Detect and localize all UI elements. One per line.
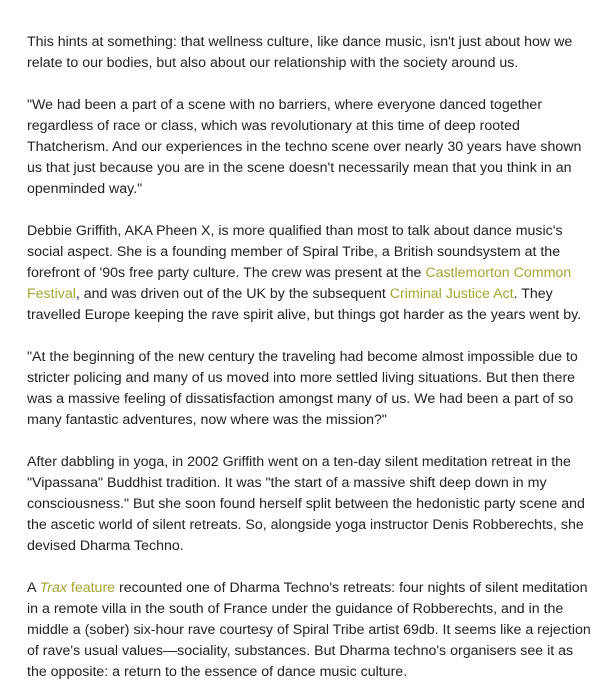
paragraph-trax-feature [27, 578, 595, 683]
link-feature-text[interactable]: feature [66, 580, 116, 596]
paragraph-debbie-griffith [27, 221, 595, 326]
quote-scene-no-barriers: "We had been a part of a scene with no barriers, where everyone danced together regardless of race or class, which was revolutionary at this time of deep rooted Thatcherism. And our experiences in the techno scene over nearly 30 years have shown us that just because you are in the scene doesn't necessarily mean that you think in an openminded way." [27, 97, 582, 197]
paragraph-text: , and was driven out of the UK by the subsequent [75, 286, 390, 302]
link-castlemorton-common-festival[interactable]: Castlemorton Common Festival [27, 265, 572, 302]
link-criminal-justice-act[interactable]: Criminal Justice Act [389, 286, 514, 302]
quote-new-century: "At the beginning of the new century the traveling had become almost impossible due to stricter policing and many of us moved into more settled living situations. But then there was a massive feeling of dissatisfaction amongst many of us. We had been a part of so many fantastic adventures, now where was the mission?" [27, 349, 578, 428]
paragraph-text: recounted one of Dharma Techno's retreats: four nights of silent meditation in a remote villa in the south of France under the guidance of Robberechts, and in the middle a (sober) six-hour rave courtesy of Spiral Tribe artist 69db. It seems like a rejection of rave's usual values—sociality, substances. But Dharma techno's organisers see it as the opposite: a return to the essence of dance music culture. [27, 580, 591, 680]
paragraph-wellness-culture: This hints at something: that wellness culture, like dance music, isn't just about how we relate to our bodies, but also about our relationship with the society around us. [27, 34, 573, 71]
link-trax-italic[interactable]: Trax [39, 580, 67, 596]
paragraph-text: Debbie Griffith, AKA Pheen X, is more qualified than most to talk about dance music's social aspect. She is a founding member of Spiral Tribe, a British soundsystem at the forefront of '90s free party culture. The crew was present at the [27, 223, 563, 281]
paragraph-text: . They travelled Europe keeping the rave spirit alive, but things got harder as the years went by. [27, 286, 582, 323]
paragraph-dharma-techno: After dabbling in yoga, in 2002 Griffith went on a ten-day silent meditation retreat in the "Vipassana" Buddhist tradition. It was "the start of a massive shift deep down in my consciousness." But she soon found herself split between the hedonistic party scene and the ascetic world of silent retreats. So, alongside yoga instructor Denis Robberechts, she devised Dharma Techno. [27, 454, 585, 554]
paragraph-text: A [27, 580, 40, 596]
link-trax-feature[interactable] [40, 580, 115, 596]
